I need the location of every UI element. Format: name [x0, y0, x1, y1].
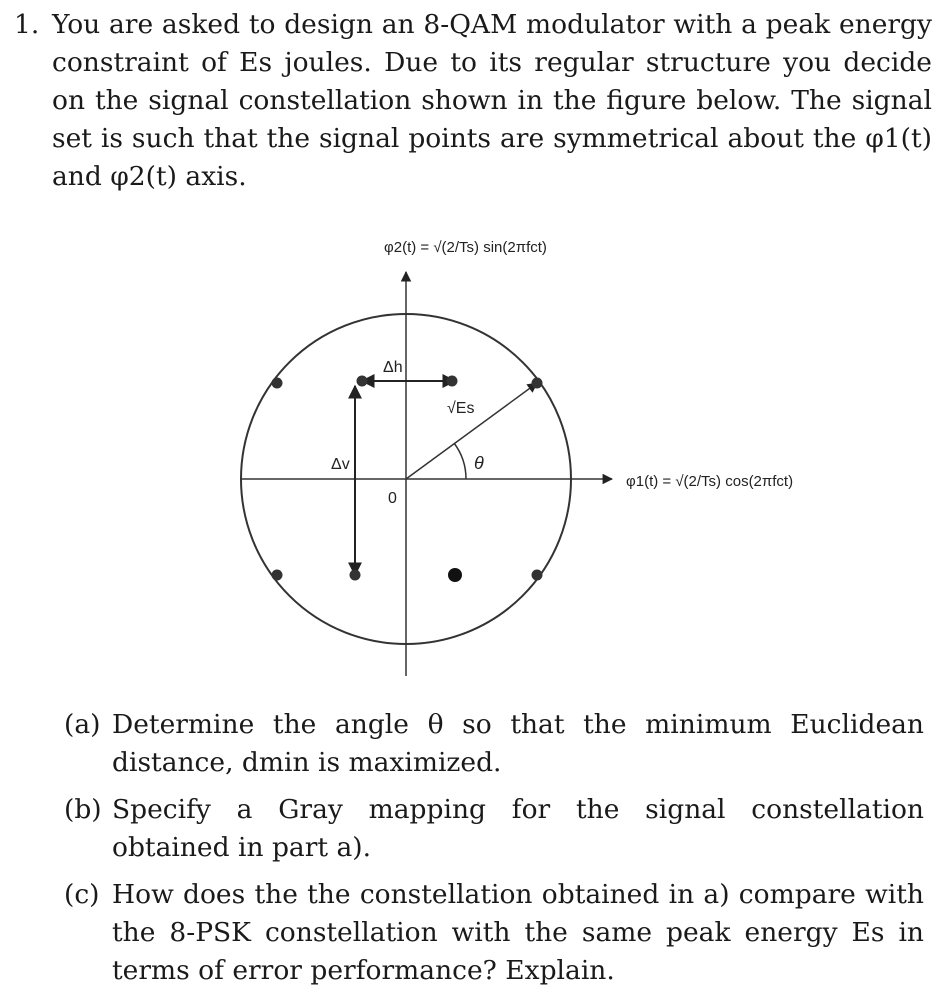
part-c	[64, 876, 924, 990]
part-a-text: Determine the angle θ so that the minimum Euclidean distance, dmin is maximized.	[112, 709, 924, 778]
phi2-label: φ2(t) = √(2/Ts) sin(2πfct)	[384, 239, 547, 256]
delta-v-label: Δv	[331, 456, 350, 473]
part-b-label: (b)	[64, 794, 102, 825]
theta-label: θ	[474, 453, 484, 473]
theta-arc	[454, 443, 466, 479]
part-c-label: (c)	[64, 879, 100, 910]
part-a-label: (a)	[64, 709, 101, 740]
signal-point	[448, 568, 462, 582]
signal-point	[447, 376, 458, 387]
signal-point	[272, 378, 283, 389]
delta-h-label: Δh	[383, 359, 403, 376]
signal-point	[532, 378, 543, 389]
origin-label: 0	[388, 490, 397, 507]
part-b	[64, 791, 924, 867]
problem-number: 1.	[14, 9, 40, 40]
phi1-label: φ1(t) = √(2/Ts) cos(2πfct)	[626, 473, 794, 490]
sqrt-es-label: √Es	[447, 400, 475, 417]
radius-vector	[406, 383, 537, 479]
signal-point	[532, 570, 543, 581]
signal-point	[272, 570, 283, 581]
signal-point	[350, 570, 361, 581]
problem-text: You are asked to design an 8-QAM modulator with a peak energy constraint of Es joules. Due to its regular structure you decide on the signal constellation shown in the figure below. The signal set is such that the signal points are symmetrical about the φ1(t) and φ2(t) axis.	[52, 9, 932, 192]
part-a	[64, 706, 924, 782]
part-c-text: How does the the constellation obtained in a) compare with the 8-PSK constellation with the same peak energy Es in terms of error performance? Explain.	[112, 879, 924, 986]
signal-point	[357, 376, 368, 387]
question-parts	[64, 706, 924, 999]
part-b-text: Specify a Gray mapping for the signal constellation obtained in part a).	[112, 794, 924, 863]
